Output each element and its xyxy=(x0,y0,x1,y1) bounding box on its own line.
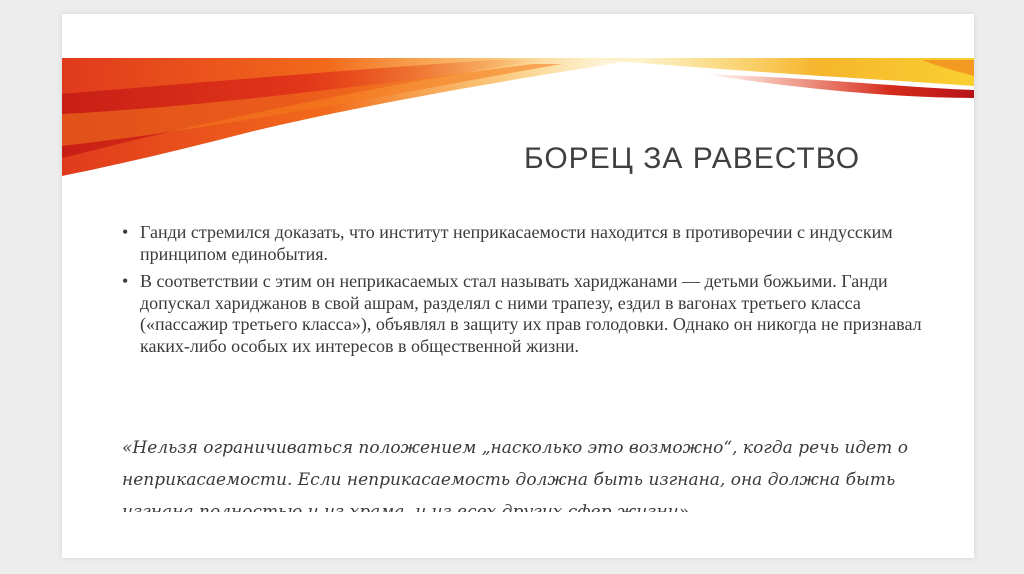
slide-bottom-edge xyxy=(62,512,974,558)
slide-title: БОРЕЦ ЗА РАВЕСТВО xyxy=(524,142,861,175)
bullet-text: В соответствии с этим он неприкасаемых стал называть хариджанами — детьми божьими. Ганди допускал хариджанов в свой ашрам, разделял с ними трапезу, ездил в вагонах третьего класса («пассажир третьего класса»), объявлял в защиту их прав голодовки. Однако он никогда не признавал каких-либо особых их интересов в общественной жизни. xyxy=(140,271,922,356)
bullet-marker: • xyxy=(122,271,129,291)
bullet-item xyxy=(122,222,922,265)
bullet-item xyxy=(122,271,922,357)
bullet-text: Ганди стремился доказать, что институт неприкасаемости находится в противоречии с индусским принципом единобытия. xyxy=(140,222,893,264)
bullet-marker: • xyxy=(122,222,129,242)
bullet-list xyxy=(122,222,922,363)
slide xyxy=(62,14,974,558)
gandhi-quote: «Нельзя ограничиваться положением „насколько это возможно“, когда речь идет о неприкасаемости. Если неприкасаемость должна быть изгнана, она должна быть xyxy=(122,438,908,490)
